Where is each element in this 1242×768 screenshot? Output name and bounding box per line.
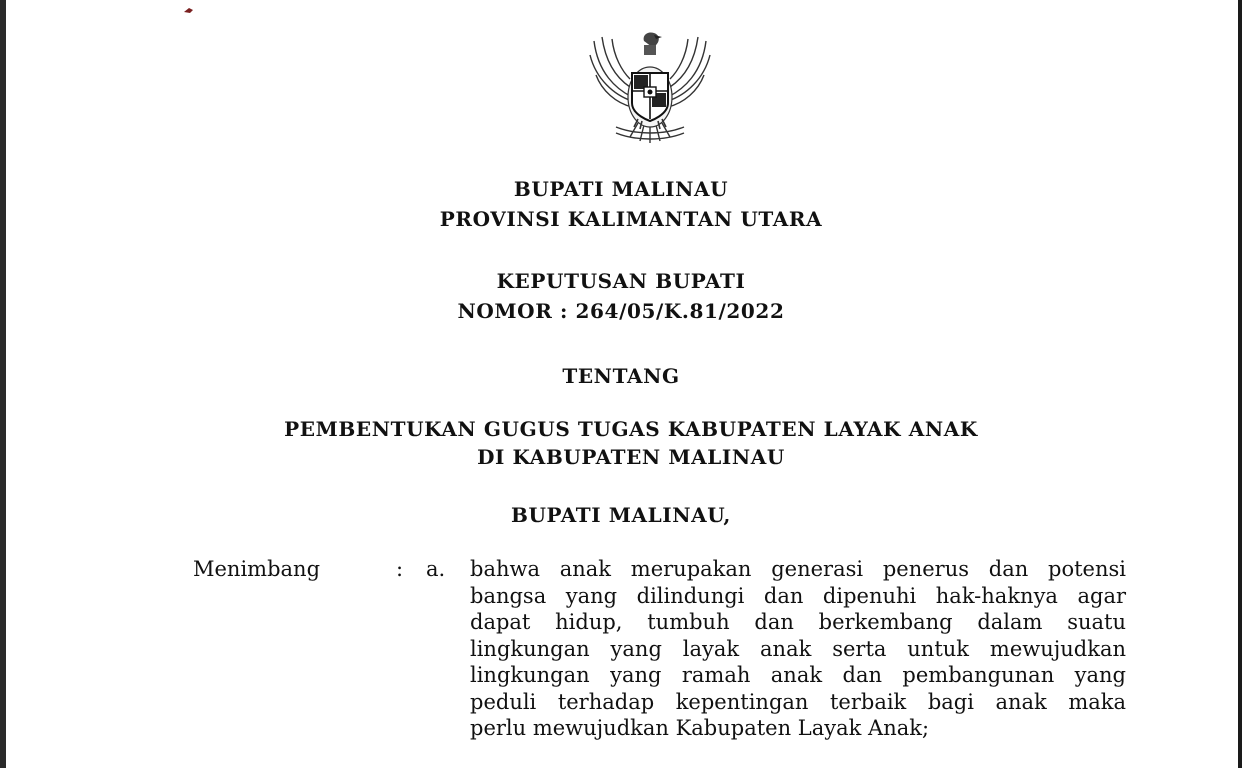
scan-speck-icon [183, 6, 195, 14]
official-title: BUPATI MALINAU [513, 177, 729, 201]
considering-line: peduli terhadap kepentingan terbaik bagi anak maka [470, 689, 1126, 714]
considering-item-letter: a. [426, 557, 446, 581]
subject-line-1: PEMBENTUKAN GUGUS TUGAS KABUPATEN LAYAK ANAK [284, 417, 978, 441]
decree-number: NOMOR : 264/05/K.81/2022 [457, 299, 785, 323]
considering-line: dapat hidup, tumbuh dan berkembang dalam suatu [470, 610, 1126, 634]
decree-type: KEPUTUSAN BUPATI [496, 269, 746, 293]
garuda-emblem-icon [586, 27, 714, 149]
about-label: TENTANG [562, 364, 680, 388]
considering-line: bahwa anak merupakan generasi penerus dan potensi [470, 557, 1126, 581]
subject-line-2: DI KABUPATEN MALINAU [477, 445, 785, 469]
considering-line: perlu mewujudkan Kabupaten Layak Anak; [470, 716, 930, 740]
considering-colon: : [396, 557, 404, 581]
considering-line: lingkungan yang layak anak serta untuk mewujudkan [470, 636, 1126, 661]
province-title: PROVINSI KALIMANTAN UTARA [439, 207, 823, 231]
considering-line: bangsa yang dilindungi dan dipenuhi hak-haknya agar [470, 583, 1126, 608]
issuer-title: BUPATI MALINAU, [511, 503, 731, 527]
considering-line: lingkungan yang ramah anak dan pembangunan yang [470, 663, 1126, 687]
considering-label: Menimbang [193, 557, 321, 581]
considering-item-text [470, 556, 1126, 742]
